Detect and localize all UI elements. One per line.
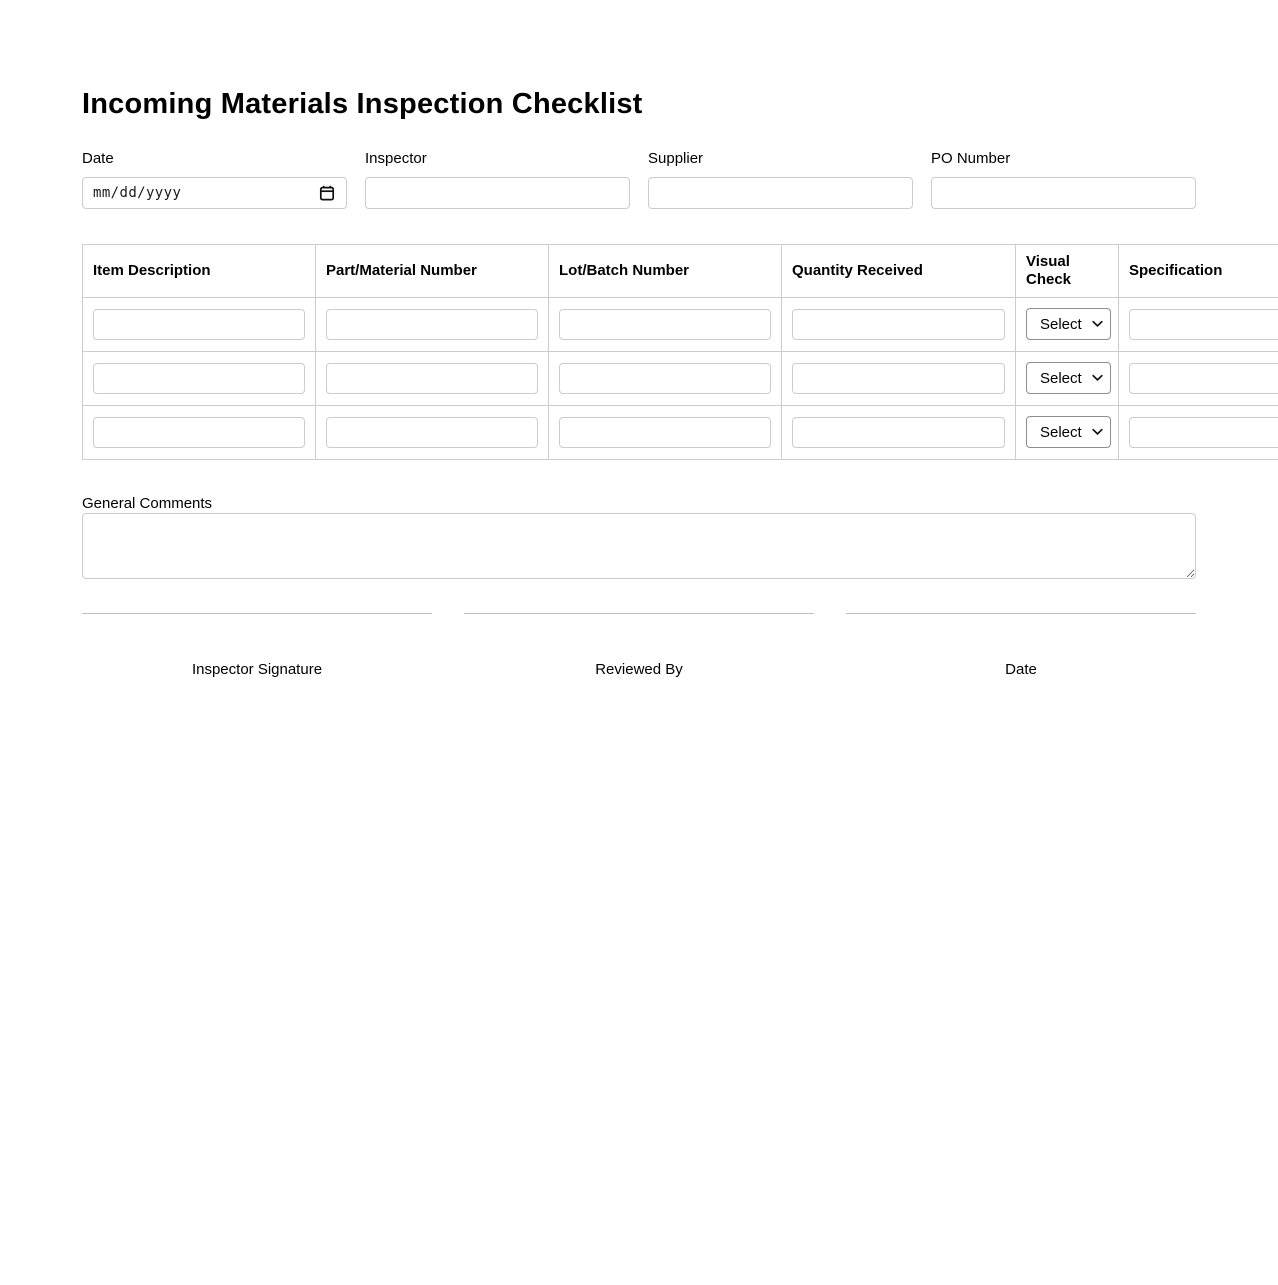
quantity-received-input[interactable] [792, 363, 1005, 394]
part-material-number-input[interactable] [326, 309, 538, 340]
date-label: Date [82, 149, 114, 167]
date-placeholder: mm/dd/yyyy [93, 184, 182, 201]
signature-line [464, 613, 814, 614]
inspector-field [365, 150, 630, 209]
part-material-number-input[interactable] [326, 363, 538, 394]
item-description-input[interactable] [93, 417, 305, 448]
column-header-item-description: Item Description [83, 244, 316, 297]
visual-check-select[interactable] [1026, 416, 1111, 448]
quantity-received-input[interactable] [792, 417, 1005, 448]
specification-input[interactable] [1129, 309, 1278, 340]
visual-check-select[interactable] [1026, 362, 1111, 394]
lot-batch-number-input[interactable] [559, 363, 771, 394]
reviewed-by-label: Reviewed By [595, 660, 683, 678]
column-header-part-material-number: Part/Material Number [316, 244, 549, 297]
page-title: Incoming Materials Inspection Checklist [82, 88, 643, 120]
date-field [82, 150, 347, 209]
header-fields-row [82, 150, 1196, 209]
visual-check-select[interactable] [1026, 308, 1111, 340]
signature-row [82, 613, 1196, 678]
inspector-signature-label: Inspector Signature [191, 660, 323, 678]
signature-line [846, 613, 1196, 614]
po-number-label: PO Number [931, 149, 1011, 167]
lot-batch-number-input[interactable] [559, 417, 771, 448]
column-header-visual-check: Visual Check [1016, 244, 1119, 297]
table-row [83, 405, 1278, 459]
supplier-field [648, 150, 913, 209]
column-header-specification: Specification [1119, 244, 1278, 297]
column-header-lot-batch-number: Lot/Batch Number [549, 244, 782, 297]
general-comments-textarea[interactable] [82, 513, 1196, 579]
table-row [83, 351, 1278, 405]
items-table [82, 244, 1278, 460]
signature-date-label: Date [1005, 660, 1037, 678]
quantity-received-input[interactable] [792, 309, 1005, 340]
specification-input[interactable] [1129, 363, 1278, 394]
lot-batch-number-input[interactable] [559, 309, 771, 340]
table-header-row [83, 244, 1278, 297]
signature-block-inspector [82, 613, 432, 678]
calendar-icon[interactable] [318, 184, 336, 202]
po-number-field [931, 150, 1196, 209]
general-comments-label: General Comments [82, 494, 213, 512]
signature-block-reviewed-by [464, 613, 814, 678]
item-description-input[interactable] [93, 363, 305, 394]
signature-block-date [846, 613, 1196, 678]
po-number-input[interactable] [931, 177, 1196, 209]
supplier-input[interactable] [648, 177, 913, 209]
inspector-input[interactable] [365, 177, 630, 209]
part-material-number-input[interactable] [326, 417, 538, 448]
column-header-quantity-received: Quantity Received [782, 244, 1016, 297]
date-input[interactable] [82, 177, 347, 209]
inspector-label: Inspector [365, 149, 427, 167]
supplier-label: Supplier [648, 149, 704, 167]
general-comments-section [82, 495, 1196, 579]
signature-line [82, 613, 432, 614]
specification-input[interactable] [1129, 417, 1278, 448]
table-row [83, 297, 1278, 351]
item-description-input[interactable] [93, 309, 305, 340]
